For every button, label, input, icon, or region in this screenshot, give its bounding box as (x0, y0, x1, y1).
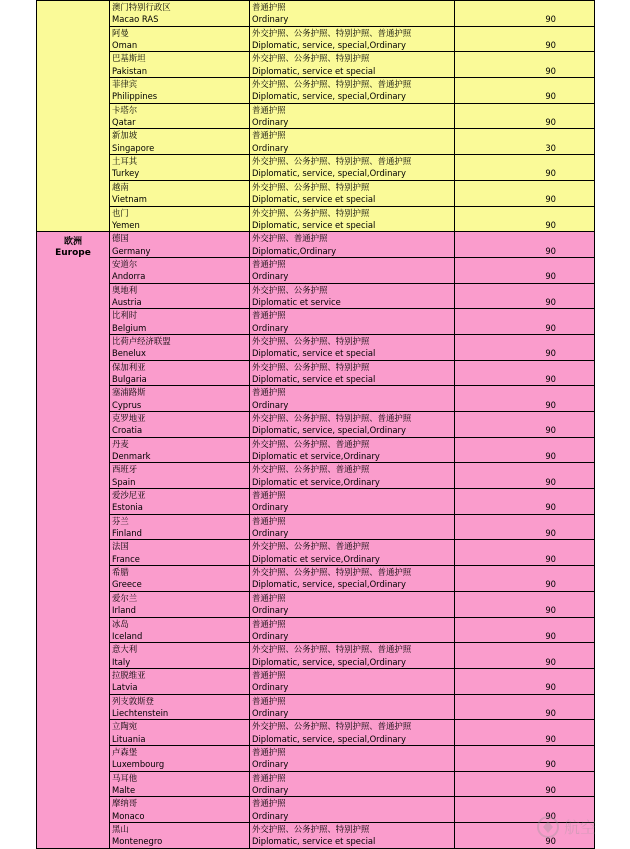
country-cell (110, 309, 250, 335)
passport-type-cell (250, 668, 455, 694)
passport-type-zh: 外交护照、公务护照、特别护照、普通护照 (252, 644, 412, 655)
country-name-zh: 拉脱维亚 (112, 669, 146, 680)
passport-type-en: Diplomatic et service,Ordinary (252, 553, 380, 564)
visa-exemption-table (36, 0, 597, 849)
country-name-zh: 丹麦 (112, 438, 129, 449)
table-row (37, 591, 595, 617)
country-name-zh: 爱沙尼亚 (112, 490, 146, 501)
country-name-en: France (112, 553, 140, 564)
passport-type-en: Ordinary (252, 682, 289, 693)
passport-type-en: Diplomatic, service, special,Ordinary (252, 168, 406, 179)
country-name-en: Germany (112, 245, 151, 256)
country-name-en: Spain (112, 476, 136, 487)
country-name-zh: 奥地利 (112, 284, 138, 295)
country-cell (110, 412, 250, 438)
passport-type-zh: 普通护照 (252, 618, 286, 629)
region-cell (37, 232, 110, 849)
stay-days-cell: 90 (455, 668, 595, 694)
passport-type-cell (250, 643, 455, 669)
country-cell (110, 617, 250, 643)
country-name-en: Malte (112, 784, 136, 795)
country-name-en: Philippines (112, 91, 158, 102)
passport-type-zh: 外交护照、公务护照、特别护照、普通护照 (252, 156, 412, 167)
country-name-en: Croatia (112, 425, 143, 436)
passport-type-en: Diplomatic, service, special,Ordinary (252, 425, 406, 436)
country-name-zh: 比利时 (112, 310, 138, 321)
country-name-en: Austria (112, 296, 142, 307)
stay-days-cell: 90 (455, 1, 595, 27)
country-name-en: Singapore (112, 142, 155, 153)
passport-type-cell (250, 540, 455, 566)
country-name-zh: 比荷卢经济联盟 (112, 335, 171, 346)
country-name-zh: 摩纳哥 (112, 798, 138, 809)
country-cell (110, 155, 250, 181)
passport-type-cell (250, 129, 455, 155)
country-name-zh: 法国 (112, 541, 129, 552)
passport-type-cell (250, 180, 455, 206)
country-name-zh: 德国 (112, 233, 129, 244)
passport-type-en: Ordinary (252, 142, 289, 153)
table-body (37, 1, 595, 849)
passport-type-cell (250, 797, 455, 823)
passport-type-zh: 普通护照 (252, 798, 286, 809)
country-name-en: Andorra (112, 271, 146, 282)
country-cell (110, 52, 250, 78)
country-name-en: Belgium (112, 322, 147, 333)
country-cell (110, 797, 250, 823)
passport-type-cell (250, 360, 455, 386)
country-name-en: Turkey (112, 168, 140, 179)
country-name-en: Montenegro (112, 836, 163, 847)
table-row (37, 334, 595, 360)
stay-days-cell: 90 (455, 643, 595, 669)
table-row (37, 566, 595, 592)
stay-days-cell: 90 (455, 489, 595, 515)
stay-days-cell: 90 (455, 334, 595, 360)
passport-type-en: Ordinary (252, 117, 289, 128)
passport-type-en: Ordinary (252, 810, 289, 821)
table-row (37, 309, 595, 335)
passport-type-cell (250, 489, 455, 515)
passport-type-zh: 外交护照、公务护照、特别护照 (252, 824, 370, 834)
country-cell (110, 26, 250, 52)
passport-type-en: Ordinary (252, 707, 289, 718)
passport-type-en: Ordinary (252, 502, 289, 513)
table-row (37, 720, 595, 746)
country-name-zh: 意大利 (112, 644, 138, 655)
country-name-zh: 越南 (112, 181, 129, 192)
passport-type-zh: 外交护照、公务护照、普通护照 (252, 464, 370, 475)
passport-type-zh: 普通护照 (252, 130, 286, 141)
table-row (37, 643, 595, 669)
passport-type-zh: 普通护照 (252, 2, 286, 12)
country-name-en: Italy (112, 656, 131, 667)
passport-type-en: Diplomatic, service et special (252, 348, 376, 359)
country-cell (110, 1, 250, 27)
country-name-en: Liechtenstein (112, 707, 169, 718)
country-cell (110, 643, 250, 669)
passport-type-zh: 外交护照、公务护照、特别护照 (252, 361, 370, 372)
passport-type-en: Diplomatic, service et special (252, 373, 376, 384)
stay-days-cell: 90 (455, 823, 595, 849)
table-row (37, 489, 595, 515)
passport-type-zh: 外交护照、公务护照、特别护照、普通护照 (252, 721, 412, 732)
stay-days-cell: 90 (455, 797, 595, 823)
stay-days-cell: 90 (455, 412, 595, 438)
passport-type-en: Ordinary (252, 271, 289, 282)
table-row (37, 437, 595, 463)
passport-type-en: Diplomatic, service et special (252, 65, 376, 76)
stay-days-cell: 90 (455, 360, 595, 386)
table-row (37, 668, 595, 694)
country-name-en: Latvia (112, 682, 138, 693)
country-name-zh: 保加利亚 (112, 361, 146, 372)
country-cell (110, 745, 250, 771)
passport-type-cell (250, 745, 455, 771)
table-row (37, 694, 595, 720)
passport-type-cell (250, 514, 455, 540)
country-cell (110, 283, 250, 309)
country-name-zh: 黑山 (112, 824, 129, 834)
stay-days-cell: 90 (455, 617, 595, 643)
country-name-en: Macao RAS (112, 14, 159, 25)
table-row (37, 745, 595, 771)
country-cell (110, 232, 250, 258)
passport-type-zh: 普通护照 (252, 746, 286, 757)
table-row (37, 180, 595, 206)
country-name-zh: 芬兰 (112, 515, 129, 526)
passport-type-cell (250, 334, 455, 360)
table-row (37, 26, 595, 52)
country-name-zh: 卢森堡 (112, 746, 138, 757)
passport-type-en: Diplomatic,Ordinary (252, 245, 337, 256)
passport-type-cell (250, 1, 455, 27)
passport-type-en: Diplomatic, service et special (252, 194, 376, 205)
passport-type-en: Diplomatic, service et special (252, 836, 376, 847)
passport-type-cell (250, 103, 455, 129)
passport-type-cell (250, 52, 455, 78)
table-row (37, 386, 595, 412)
passport-type-zh: 普通护照 (252, 515, 286, 526)
stay-days-cell: 90 (455, 155, 595, 181)
stay-days-cell: 90 (455, 283, 595, 309)
passport-type-cell (250, 694, 455, 720)
stay-days-cell: 90 (455, 257, 595, 283)
country-name-zh: 克罗地亚 (112, 413, 146, 423)
passport-type-zh: 普通护照 (252, 490, 286, 501)
stay-days-cell: 90 (455, 591, 595, 617)
passport-type-zh: 外交护照、普通护照 (252, 233, 328, 244)
country-name-en: Bulgaria (112, 373, 147, 384)
country-name-zh: 爱尔兰 (112, 592, 138, 603)
stay-days-cell: 90 (455, 103, 595, 129)
passport-type-zh: 外交护照、公务护照、特别护照、普通护照 (252, 27, 412, 38)
country-cell (110, 386, 250, 412)
country-name-en: Qatar (112, 117, 136, 128)
stay-days-cell: 90 (455, 26, 595, 52)
country-cell (110, 540, 250, 566)
stay-days-cell: 90 (455, 771, 595, 797)
region-name-en: Europe (55, 248, 91, 259)
stay-days-cell: 90 (455, 180, 595, 206)
passport-type-cell (250, 437, 455, 463)
country-name-en: Pakistan (112, 65, 148, 76)
table-row (37, 78, 595, 104)
passport-type-zh: 普通护照 (252, 772, 286, 783)
stay-days-cell: 90 (455, 514, 595, 540)
table-row (37, 412, 595, 438)
table-row (37, 617, 595, 643)
stay-days-cell: 90 (455, 745, 595, 771)
country-cell (110, 180, 250, 206)
country-name-en: Yemen (112, 219, 140, 230)
country-name-zh: 安道尔 (112, 258, 138, 269)
table-row (37, 823, 595, 849)
country-name-en: Monaco (112, 810, 145, 821)
country-name-en: Greece (112, 579, 142, 590)
passport-type-zh: 普通护照 (252, 669, 286, 680)
table-row (37, 257, 595, 283)
stay-days-cell: 90 (455, 309, 595, 335)
country-cell (110, 463, 250, 489)
passport-type-cell (250, 823, 455, 849)
country-cell (110, 489, 250, 515)
region-cell (37, 1, 110, 232)
passport-type-zh: 普通护照 (252, 387, 286, 398)
country-name-en: Lituania (112, 733, 146, 744)
passport-type-en: Diplomatic et service,Ordinary (252, 476, 380, 487)
passport-type-cell (250, 386, 455, 412)
country-name-en: Iceland (112, 630, 143, 641)
country-name-en: Finland (112, 528, 142, 539)
country-name-en: Irland (112, 605, 136, 616)
country-cell (110, 771, 250, 797)
passport-type-cell (250, 566, 455, 592)
stay-days-cell: 90 (455, 206, 595, 232)
passport-type-en: Diplomatic, service, special,Ordinary (252, 656, 406, 667)
passport-type-en: Ordinary (252, 322, 289, 333)
stay-days-cell: 90 (455, 720, 595, 746)
stay-days-cell: 30 (455, 129, 595, 155)
country-name-zh: 冰岛 (112, 618, 129, 629)
watermark-logo-icon (536, 812, 626, 842)
table-row (37, 283, 595, 309)
country-name-zh: 菲律宾 (112, 79, 138, 90)
table-row (37, 232, 595, 258)
table-row (37, 206, 595, 232)
country-cell (110, 129, 250, 155)
table-row (37, 155, 595, 181)
country-name-en: Estonia (112, 502, 143, 513)
passport-type-zh: 外交护照、公务护照 (252, 284, 328, 295)
country-cell (110, 720, 250, 746)
country-name-zh: 阿曼 (112, 27, 129, 38)
country-name-zh: 卡塔尔 (112, 104, 138, 115)
table-row (37, 1, 595, 27)
passport-type-zh: 外交护照、公务护照、普通护照 (252, 438, 370, 449)
country-cell (110, 514, 250, 540)
country-name-en: Benelux (112, 348, 146, 359)
passport-type-en: Ordinary (252, 399, 289, 410)
passport-type-cell (250, 232, 455, 258)
country-name-zh: 新加坡 (112, 130, 138, 141)
passport-type-en: Ordinary (252, 14, 289, 25)
passport-type-zh: 外交护照、公务护照、特别护照 (252, 335, 370, 346)
stay-days-cell: 90 (455, 694, 595, 720)
passport-type-cell (250, 78, 455, 104)
passport-type-en: Ordinary (252, 759, 289, 770)
stay-days-cell: 90 (455, 540, 595, 566)
passport-type-zh: 普通护照 (252, 258, 286, 269)
passport-type-cell (250, 463, 455, 489)
country-cell (110, 206, 250, 232)
passport-type-zh: 外交护照、公务护照、特别护照、普通护照 (252, 413, 412, 423)
passport-type-zh: 外交护照、公务护照、特别护照 (252, 207, 370, 218)
country-name-zh: 土耳其 (112, 156, 138, 167)
stay-days-cell: 90 (455, 232, 595, 258)
table-row (37, 463, 595, 489)
country-name-en: Vietnam (112, 194, 147, 205)
country-cell (110, 360, 250, 386)
country-name-en: Oman (112, 40, 138, 51)
passport-type-zh: 外交护照、公务护照、特别护照、普通护照 (252, 79, 412, 90)
passport-type-cell (250, 720, 455, 746)
passport-type-cell (250, 155, 455, 181)
passport-type-cell (250, 257, 455, 283)
passport-type-en: Diplomatic, service, special,Ordinary (252, 733, 406, 744)
table-row (37, 103, 595, 129)
passport-type-cell (250, 617, 455, 643)
country-name-zh: 立陶宛 (112, 721, 138, 732)
country-name-en: Denmark (112, 451, 151, 462)
country-cell (110, 437, 250, 463)
passport-type-cell (250, 206, 455, 232)
stay-days-cell: 90 (455, 437, 595, 463)
country-name-zh: 希腊 (112, 567, 129, 578)
country-name-zh: 列支敦斯登 (112, 695, 154, 706)
table-row (37, 797, 595, 823)
stay-days-cell: 90 (455, 52, 595, 78)
country-cell (110, 103, 250, 129)
country-cell (110, 257, 250, 283)
country-name-en: Luxembourg (112, 759, 165, 770)
country-cell (110, 591, 250, 617)
table-row (37, 360, 595, 386)
passport-type-en: Ordinary (252, 630, 289, 641)
passport-type-zh: 外交护照、公务护照、特别护照 (252, 53, 370, 64)
passport-type-en: Ordinary (252, 784, 289, 795)
passport-type-zh: 外交护照、公务护照、特别护照 (252, 181, 370, 192)
passport-type-cell (250, 283, 455, 309)
passport-type-en: Ordinary (252, 605, 289, 616)
passport-type-cell (250, 309, 455, 335)
passport-type-cell (250, 412, 455, 438)
country-name-zh: 澳门特别行政区 (112, 2, 171, 12)
passport-type-cell (250, 26, 455, 52)
passport-type-zh: 普通护照 (252, 695, 286, 706)
passport-type-en: Diplomatic, service, special,Ordinary (252, 91, 406, 102)
passport-type-en: Diplomatic, service, special,Ordinary (252, 579, 406, 590)
passport-type-en: Diplomatic et service,Ordinary (252, 451, 380, 462)
passport-type-cell (250, 771, 455, 797)
country-cell (110, 566, 250, 592)
country-name-zh: 西班牙 (112, 464, 138, 475)
stay-days-cell: 90 (455, 463, 595, 489)
passport-type-en: Ordinary (252, 528, 289, 539)
table-row (37, 129, 595, 155)
stay-days-cell: 90 (455, 386, 595, 412)
passport-type-en: Diplomatic, service et special (252, 219, 376, 230)
passport-type-cell (250, 591, 455, 617)
passport-type-en: Diplomatic, service, special,Ordinary (252, 40, 406, 51)
country-cell (110, 694, 250, 720)
country-cell (110, 668, 250, 694)
country-cell (110, 334, 250, 360)
passport-type-zh: 普通护照 (252, 592, 286, 603)
country-name-zh: 塞浦路斯 (112, 387, 146, 398)
table-row (37, 52, 595, 78)
region-name-zh: 欧洲 (63, 237, 82, 248)
country-name-en: Cyprus (112, 399, 142, 410)
passport-type-zh: 普通护照 (252, 104, 286, 115)
country-name-zh: 马耳他 (112, 772, 138, 783)
svg-text:航空: 航空 (564, 818, 597, 837)
passport-type-en: Diplomatic et service (252, 296, 341, 307)
table-row (37, 540, 595, 566)
country-name-zh: 巴基斯坦 (112, 53, 146, 64)
passport-type-zh: 外交护照、公务护照、普通护照 (252, 541, 370, 552)
table-row (37, 514, 595, 540)
table-row (37, 771, 595, 797)
country-cell (110, 78, 250, 104)
country-name-zh: 也门 (112, 207, 129, 218)
country-cell (110, 823, 250, 849)
passport-type-zh: 普通护照 (252, 310, 286, 321)
stay-days-cell: 90 (455, 78, 595, 104)
passport-type-zh: 外交护照、公务护照、特别护照、普通护照 (252, 567, 412, 578)
stay-days-cell: 90 (455, 566, 595, 592)
